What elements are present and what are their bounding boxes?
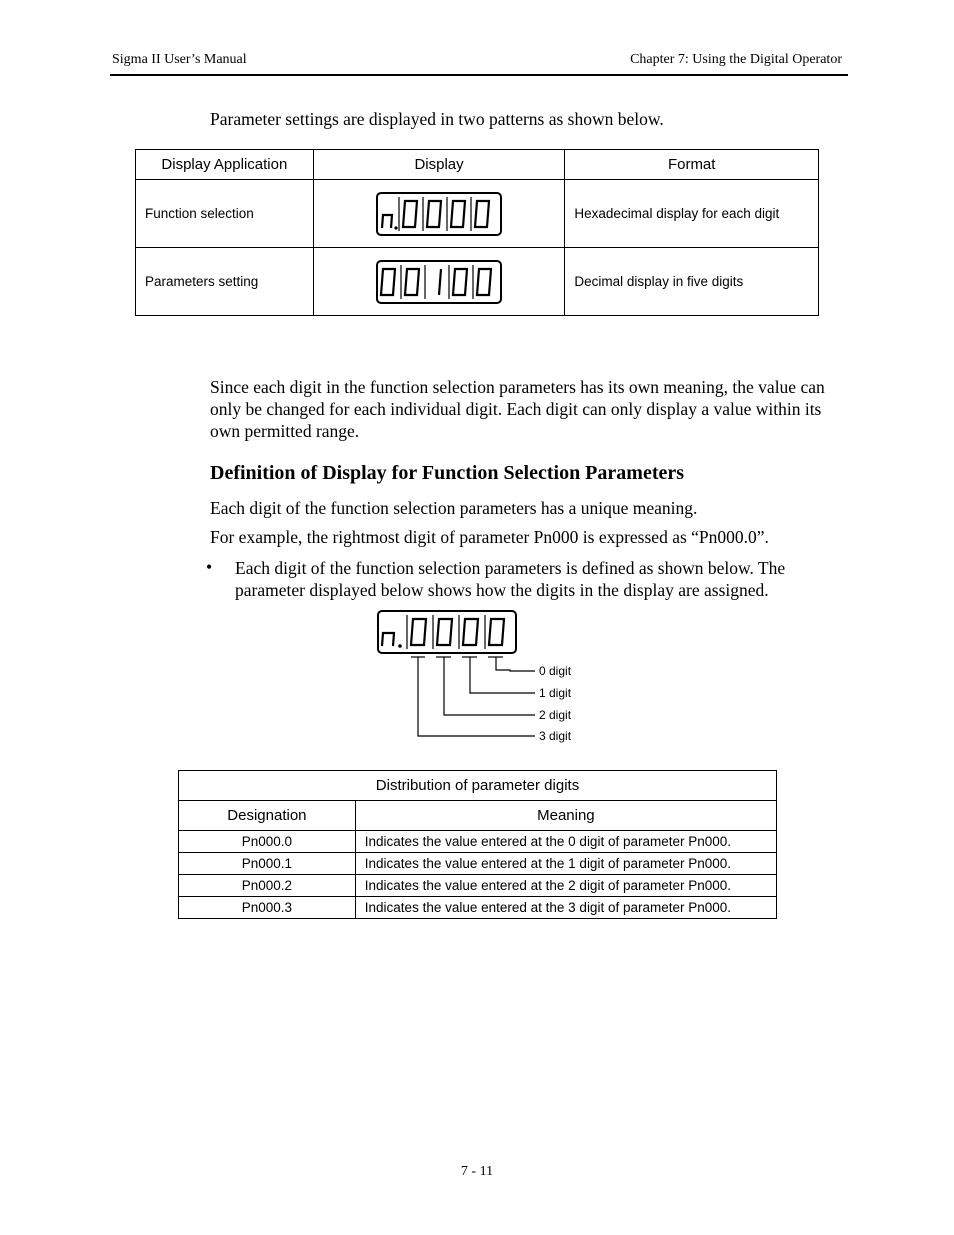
header-rule — [110, 74, 848, 76]
digits-table-title-row — [179, 771, 777, 801]
seven-segment-display-function — [376, 192, 502, 236]
table-row — [179, 897, 777, 919]
header-designation: Designation — [179, 801, 356, 831]
display-pattern-table — [135, 149, 819, 316]
digit-label: 0 digit — [539, 664, 572, 678]
page-number: 7 - 11 — [460, 1164, 494, 1179]
digit-meaning-paragraph: Since each digit in the function selection parameters has its own meaning, the value can only be changed for each individual digit. Each digit can only display a value within its own permitted range. — [210, 377, 825, 441]
section-title: Definition of Display for Function Selection Parameters — [210, 462, 685, 484]
digit-assignment-diagram — [370, 605, 540, 740]
application-cell: Parameters setting — [136, 248, 314, 316]
digits-table-title: Distribution of parameter digits — [179, 771, 777, 801]
designation-cell: Pn000.0 — [179, 831, 356, 853]
display-table-header-row — [136, 150, 819, 180]
digit-label: 3 digit — [539, 729, 572, 743]
seven-segment-display-parameter — [376, 260, 502, 304]
digit-label: 1 digit — [539, 686, 572, 700]
header-meaning: Meaning — [355, 801, 776, 831]
unique-meaning-paragraph: Each digit of the function selection parameters has a unique meaning. — [210, 498, 698, 518]
designation-cell: Pn000.2 — [179, 875, 356, 897]
digit-label: 2 digit — [539, 708, 572, 722]
table-row — [136, 248, 819, 316]
table-row — [179, 831, 777, 853]
format-cell: Hexadecimal display for each digit — [565, 180, 819, 248]
header-manual-title: Sigma II User’s Manual — [112, 52, 247, 67]
table-row — [136, 180, 819, 248]
designation-cell: Pn000.3 — [179, 897, 356, 919]
table-row — [179, 875, 777, 897]
table-row — [179, 853, 777, 875]
digits-table-header-row — [179, 801, 777, 831]
meaning-cell: Indicates the value entered at the 2 digit of parameter Pn000. — [355, 875, 776, 897]
format-cell: Decimal display in five digits — [565, 248, 819, 316]
display-cell — [313, 248, 565, 316]
header-display: Display — [313, 150, 565, 180]
meaning-cell: Indicates the value entered at the 3 digit of parameter Pn000. — [355, 897, 776, 919]
bullet-marker: • — [206, 557, 213, 577]
header-chapter-title: Chapter 7: Using the Digital Operator — [630, 52, 842, 67]
meaning-cell: Indicates the value entered at the 0 digit of parameter Pn000. — [355, 831, 776, 853]
application-cell: Function selection — [136, 180, 314, 248]
designation-cell: Pn000.1 — [179, 853, 356, 875]
header-format: Format — [565, 150, 819, 180]
meaning-cell: Indicates the value entered at the 1 digit of parameter Pn000. — [355, 853, 776, 875]
display-cell — [313, 180, 565, 248]
bullet-text: Each digit of the function selection parameters is defined as shown below. The parameter displayed below shows how the digits in the display are assigned. — [235, 558, 786, 600]
parameter-digits-table — [178, 770, 777, 919]
header-display-application: Display Application — [136, 150, 314, 180]
example-paragraph: For example, the rightmost digit of parameter Pn000 is expressed as “Pn000.0”. — [210, 527, 769, 547]
intro-paragraph: Parameter settings are displayed in two patterns as shown below. — [210, 109, 664, 129]
